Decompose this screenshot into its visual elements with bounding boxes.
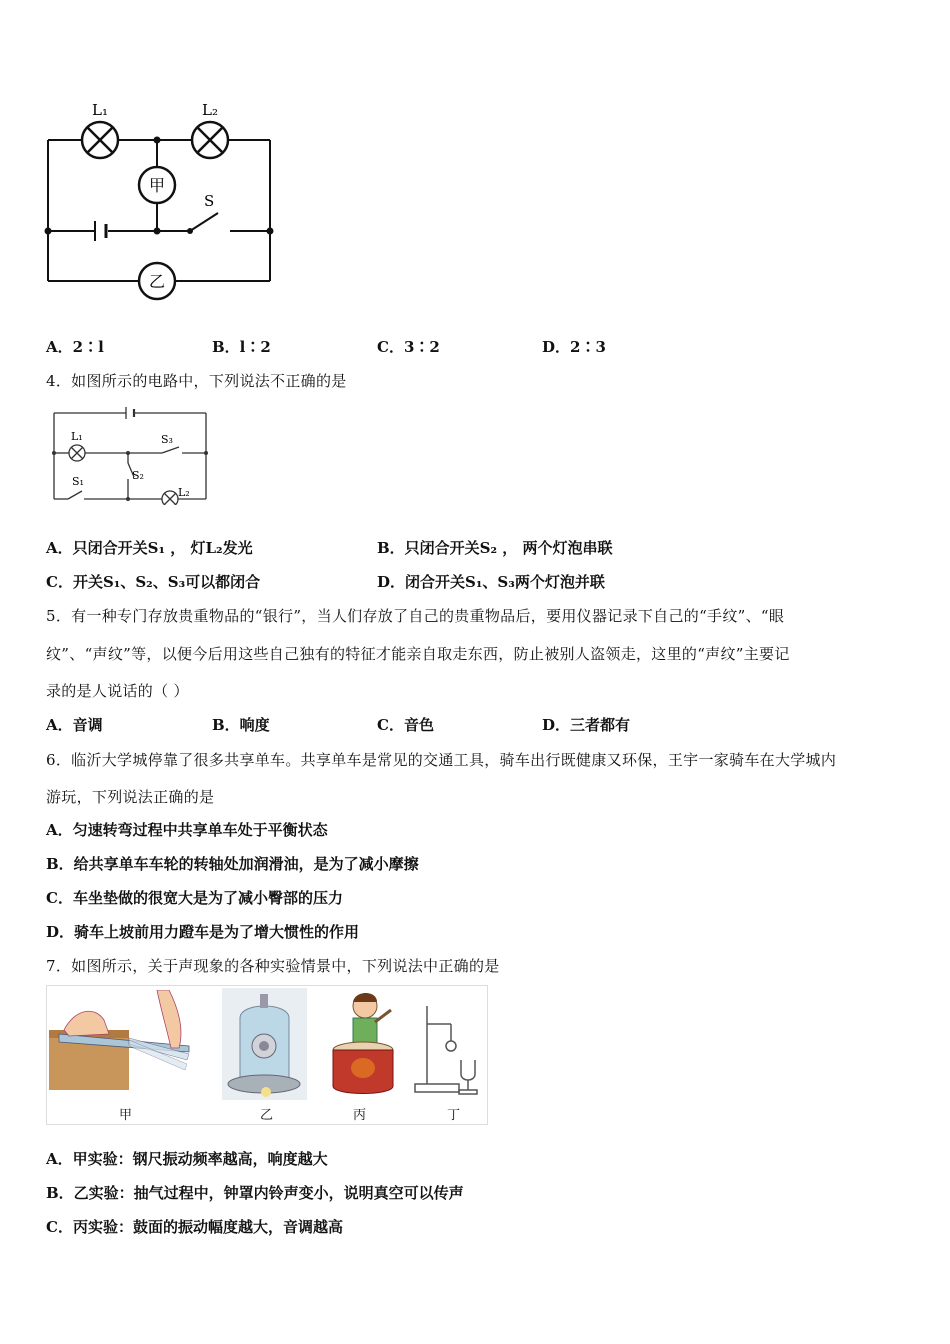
ruler-experiment-image xyxy=(49,990,199,1098)
q4-l2-label: L₂ xyxy=(178,486,190,499)
figure-label-bing: 丙 xyxy=(353,1108,367,1123)
figure-label-yi: 乙 xyxy=(260,1108,274,1123)
meter-jia-label: 甲 xyxy=(148,176,166,195)
q6-stem-line-2: 游玩，下列说法正确的是 xyxy=(46,788,215,806)
switch-s-label: S xyxy=(204,192,215,210)
q7-option-c[interactable]: C．丙实验：鼓面的振动幅度越大，音调越高 xyxy=(46,1218,343,1236)
q4-s1-label: S₁ xyxy=(72,475,84,488)
q5-option-a[interactable]: A．音调 xyxy=(46,716,103,734)
q7-option-b[interactable]: B．乙实验：抽气过程中，钟罩内铃声变小，说明真空可以传声 xyxy=(46,1184,464,1202)
lamp-l1-label: L₁ xyxy=(92,101,108,119)
q5-option-d[interactable]: D．三者都有 xyxy=(542,716,631,734)
q4-s3-label: S₃ xyxy=(161,433,173,446)
figure-label-ding: 丁 xyxy=(447,1108,461,1123)
q5-option-b[interactable]: B．响度 xyxy=(212,716,270,734)
q6-option-c[interactable]: C．车坐垫做的很宽大是为了减小臀部的压力 xyxy=(46,889,343,907)
bell-jar-experiment-image xyxy=(222,988,307,1100)
meter-yi-label: 乙 xyxy=(148,272,166,291)
q4-option-b[interactable]: B．只闭合开关S₂ ， 两个灯泡串联 xyxy=(377,539,613,557)
q3-option-c[interactable]: C．3∶2 xyxy=(377,338,440,356)
q4-lamp-l1-icon xyxy=(69,445,85,461)
q3-circuit-diagram xyxy=(40,95,285,305)
q6-option-b[interactable]: B．给共享单车车轮的转轴处加润滑油，是为了减小摩擦 xyxy=(46,855,419,873)
lamp-l2-label: L₂ xyxy=(202,101,218,119)
figure-label-jia: 甲 xyxy=(119,1108,133,1123)
q5-stem-line-3: 录的是人说话的（ ） xyxy=(46,682,189,700)
q5-stem-line-1: 5．有一种专门存放贵重物品的“银行”，当人们存放了自己的贵重物品后，要用仪器记录下自己的“手纹”、“眼 xyxy=(46,607,785,625)
q5-stem-line-2: 纹”、“声纹”等，以便今后用这些自己独有的特征才能亲自取走东西，防止被别人盗领走，这里的“声纹”主要记 xyxy=(46,645,790,663)
q6-option-d[interactable]: D．骑车上坡前用力蹬车是为了增大惯性的作用 xyxy=(46,923,360,941)
q3-option-a[interactable]: A．2∶l xyxy=(46,338,104,356)
q7-option-a[interactable]: A．甲实验：钢尺振动频率越高，响度越大 xyxy=(46,1150,328,1168)
q4-stem: 4．如图所示的电路中，下列说法不正确的是 xyxy=(46,372,347,390)
q3-option-d[interactable]: D．2∶3 xyxy=(542,338,606,356)
lamp-l1-icon xyxy=(82,122,118,158)
q3-option-b[interactable]: B．l∶2 xyxy=(212,338,271,356)
q6-option-a[interactable]: A．匀速转弯过程中共享单车处于平衡状态 xyxy=(46,821,328,839)
q7-figure-panel xyxy=(46,985,488,1125)
q4-option-c[interactable]: C．开关S₁、S₂、S₃可以都闭合 xyxy=(46,573,261,591)
q5-option-c[interactable]: C．音色 xyxy=(377,716,434,734)
q6-stem-line-1: 6．临沂大学城停靠了很多共享单车。共享单车是常见的交通工具，骑车出行既健康又环保，王宇一家骑车在大学城内 xyxy=(46,751,837,769)
drum-experiment-image xyxy=(325,988,403,1100)
q4-l1-label: L₁ xyxy=(71,430,83,443)
q4-lamp-l2-icon xyxy=(162,491,178,505)
q4-option-a[interactable]: A．只闭合开关S₁ ， 灯L₂发光 xyxy=(46,539,253,557)
q4-option-d[interactable]: D．闭合开关S₁、S₃两个灯泡并联 xyxy=(377,573,605,591)
lamp-l2-icon xyxy=(192,122,228,158)
q7-stem: 7．如图所示，关于声现象的各种实验情景中，下列说法中正确的是 xyxy=(46,957,500,975)
q4-s2-label: S₂ xyxy=(132,469,144,482)
q4-circuit-diagram xyxy=(46,405,216,505)
tuning-fork-experiment-image xyxy=(413,1000,485,1100)
